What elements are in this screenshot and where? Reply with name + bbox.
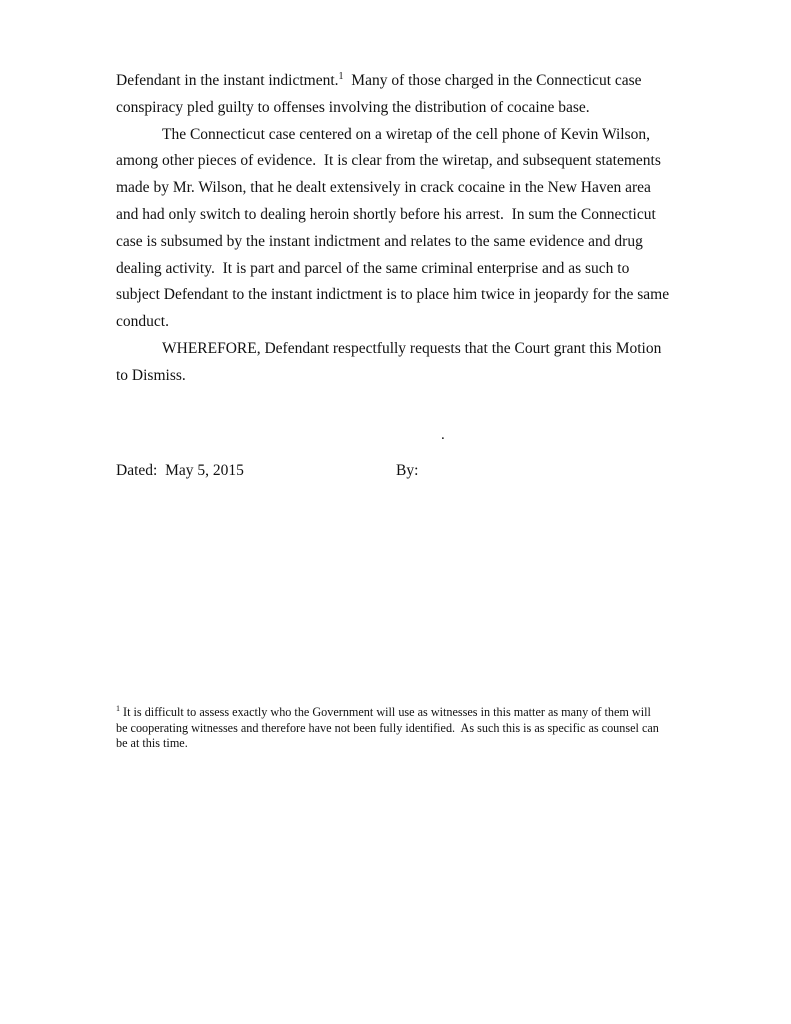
footnote: [116, 705, 664, 752]
body-text: [116, 68, 676, 390]
footnote-reference: 1: [338, 70, 344, 82]
stray-dot: .: [441, 427, 445, 443]
footnote-text: It is difficult to assess exactly who the Government will use as witnesses in this matter as many of them will be cooperating witnesses and therefore have not been fully identified. As such this is as specific as counsel can be at this time.: [116, 705, 662, 751]
by-label: By:: [396, 462, 419, 479]
footnote-number: 1: [116, 703, 120, 713]
paragraph-1-text: Defendant in the instant indictment.: [116, 72, 339, 89]
paragraph-2: The Connecticut case centered on a wiretap of the cell phone of Kevin Wilson, among other pieces of evidence. It is clear from the wiretap, and subsequent statements made by Mr. Wilson, that he dealt extensively in crack cocaine in the New Haven area and had only switch to dealing heroin shortly before his arrest. In sum the Connecticut case is subsumed by the instant indictment and relates to the same evidence and drug dealing activity. It is part and parcel of the same criminal enterprise and as such to subject Defendant to the instant indictment is to place him twice in jeopardy for the same conduct.: [116, 125, 673, 331]
paragraph-1: [116, 68, 676, 122]
paragraph-1-continued: Many of those charged in the Connecticut case conspiracy pled guilty to offenses involving the distribution of cocaine base.: [116, 72, 646, 116]
dated-value: May 5, 2015: [165, 462, 244, 479]
dated-label: Dated:: [116, 462, 158, 479]
paragraph-3: WHEREFORE, Defendant respectfully requests that the Court grant this Motion to Dismiss.: [116, 339, 662, 384]
dated-line: [116, 462, 244, 480]
